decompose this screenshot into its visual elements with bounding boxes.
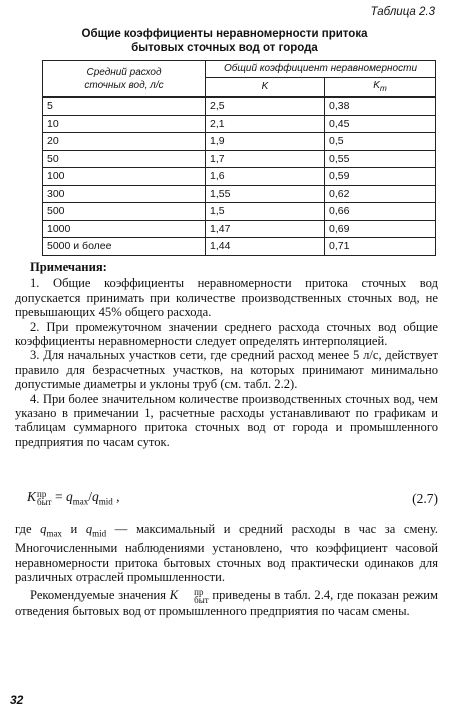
table-row	[43, 185, 436, 203]
column-header-flow-line-2: сточных вод, л/с	[84, 79, 164, 91]
formula-q-max-sub: max	[72, 496, 89, 507]
cell-k: 1,7	[206, 150, 325, 168]
table-row	[43, 220, 436, 238]
cell-k: 2,5	[206, 97, 325, 115]
cell-km: 0,59	[325, 168, 436, 186]
table-title	[0, 27, 449, 55]
cell-k: 1,44	[206, 238, 325, 256]
note-2: 2. При промежуточном значении среднего расхода сточных вод общие коэффициенты неравномерности следует определять интерполяцией.	[15, 319, 438, 349]
cell-flow: 1000	[43, 220, 206, 238]
table-title-line-1: Общие коэффициенты неравномерности притока	[81, 28, 368, 40]
equation-number: (2.7)	[412, 491, 438, 506]
notes-heading: Примечания:	[30, 260, 107, 274]
recommendation-k-sup: пр	[194, 587, 204, 597]
formula-q-mid-sub: mid	[98, 496, 113, 507]
formula-k-sup: пр	[37, 488, 47, 499]
note-1: 1. Общие коэффициенты неравномерности притока сточных вод допускается принимать при количестве производственных сточных вод, не превышающих 45% общего расхода.	[15, 276, 438, 320]
recommendation-start: Рекомендуемые значения	[30, 587, 170, 602]
note-3: 3. Для начальных участков сети, где средний расход менее 5 л/с, действует правило для безрасчетных участков, на которых принимают минимально допустимые диаметры и уклоны труб (см. табл. 2.2).	[15, 348, 438, 392]
cell-km: 0,69	[325, 220, 436, 238]
cell-km: 0,38	[325, 97, 436, 115]
table-row	[43, 115, 436, 133]
cell-k: 1,47	[206, 220, 325, 238]
formula-explanation	[15, 522, 438, 585]
column-header-flow-line-1: Средний расход	[86, 66, 162, 78]
explanation-text: — максимальный и средний расходы в час за смену. Многочисленными наблюдениями установлено, что коэффициент часовой неравномерности притока бытовых сточных вод практически одинаков для различных отраслей промышленности.	[15, 522, 438, 585]
cell-flow: 500	[43, 203, 206, 221]
formula-q-max: q	[65, 489, 73, 504]
cell-flow: 10	[43, 115, 206, 133]
column-header-km	[325, 77, 436, 97]
explanation-q-mid-sub: mid	[92, 528, 107, 539]
cell-km: 0,55	[325, 150, 436, 168]
formula-k-indices	[37, 490, 52, 506]
column-group-header: Общий коэффициент неравномерности	[206, 61, 436, 78]
note-4: 4. При более значительном количестве производственных сточных вод, чем указано в примечании 1, расчетные расходы устанавливают по графикам и таблицам суммарного притока сточных вод от города и промышленного предприятия по часам суток.	[15, 391, 438, 449]
recommendation-paragraph	[15, 588, 438, 619]
cell-flow: 50	[43, 150, 206, 168]
column-header-k: K	[206, 77, 325, 97]
cell-km: 0,62	[325, 185, 436, 203]
recommendation-k: K	[169, 587, 179, 602]
formula-2-7	[27, 489, 119, 507]
recommendation-end: приведены в табл. 2.4, где показан режим отведения бытовых вод от промышленного предприятия по часам смены.	[15, 587, 438, 618]
cell-km: 0,66	[325, 203, 436, 221]
table-row	[43, 150, 436, 168]
notes-section	[15, 260, 438, 449]
explanation-where: где	[15, 522, 41, 536]
explanation-q-max: q	[40, 522, 47, 536]
explanation-q-mid: q	[85, 522, 93, 536]
cell-k: 1,9	[206, 133, 325, 151]
cell-k: 2,1	[206, 115, 325, 133]
table-row	[43, 238, 436, 256]
cell-flow: 20	[43, 133, 206, 151]
cell-k: 1,6	[206, 168, 325, 186]
recommendation-k-indices	[179, 588, 209, 604]
table-row	[43, 203, 436, 221]
formula-comma: ,	[112, 489, 120, 504]
formula-slash: /	[88, 489, 92, 504]
cell-k: 1,55	[206, 185, 325, 203]
explanation-and: и	[61, 522, 86, 536]
cell-flow: 5000 и более	[43, 238, 206, 256]
column-header-km-letter: K	[373, 80, 380, 92]
cell-flow: 300	[43, 185, 206, 203]
explanation-q-max-sub: max	[46, 528, 62, 539]
cell-k: 1,5	[206, 203, 325, 221]
page-number: 32	[10, 693, 24, 707]
cell-km: 0,45	[325, 115, 436, 133]
formula-k: K	[27, 489, 37, 504]
cell-flow: 5	[43, 97, 206, 115]
column-header-flow	[43, 61, 206, 98]
table-title-line-2: бытовых сточных вод от города	[131, 42, 318, 54]
coefficient-table	[42, 60, 436, 256]
cell-flow: 100	[43, 168, 206, 186]
formula-row	[15, 489, 438, 513]
table-row	[43, 97, 436, 115]
table-row	[43, 168, 436, 186]
explanation-section	[15, 522, 438, 619]
table-row	[43, 133, 436, 151]
formula-q-mid: q	[91, 489, 99, 504]
cell-km: 0,71	[325, 238, 436, 256]
formula-equals: =	[51, 489, 66, 504]
cell-km: 0,5	[325, 133, 436, 151]
recommendation-k-sub: быт	[194, 595, 209, 605]
column-header-km-subscript: т	[379, 83, 387, 94]
formula-k-sub: быт	[37, 496, 52, 507]
table-label: Таблица 2.3	[370, 6, 435, 18]
